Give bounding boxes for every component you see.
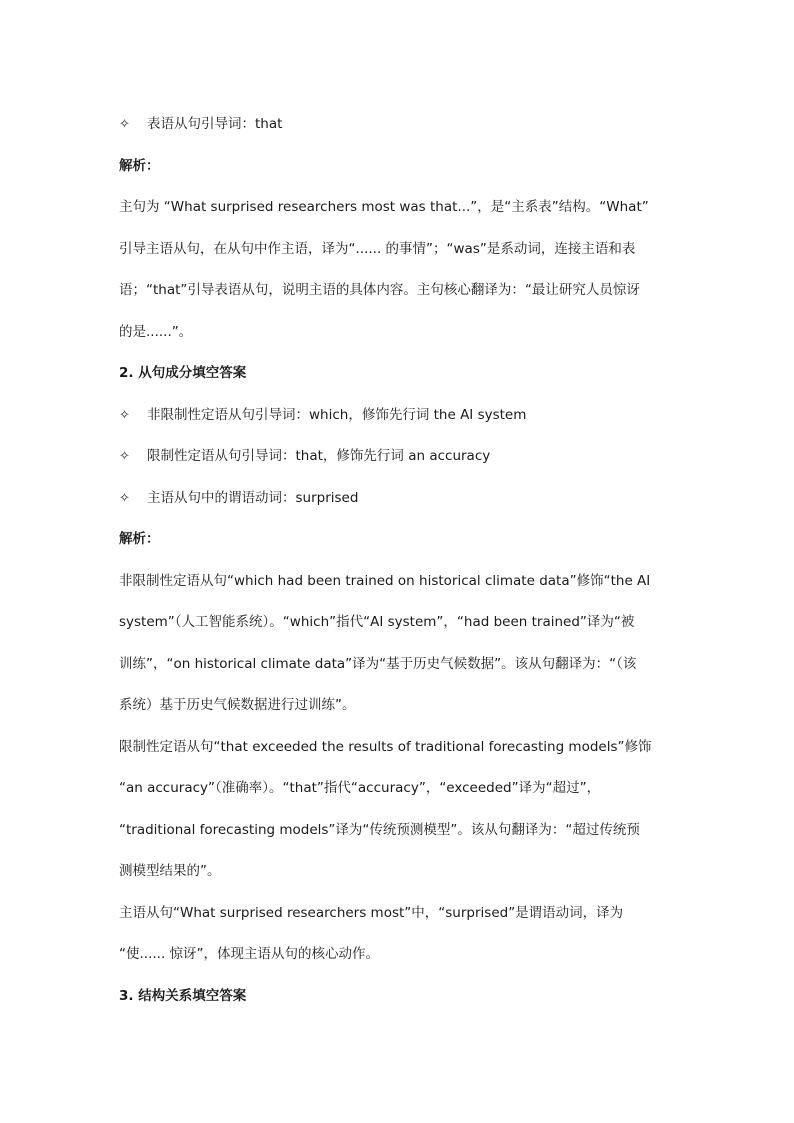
bullet-item [119,436,679,478]
bullet-text: 表语从句引导词：that [147,116,283,132]
analysis-label: 解析： [119,531,160,547]
paragraph-line: 测模型结果的”。 [119,863,221,879]
bullet-text: 非限制性定语从句引导词：which，修饰先行词 the AI system [147,406,527,423]
paragraph-line: 系统）基于历史气候数据进行过训练”。 [119,697,356,713]
document-page [119,104,679,1017]
bullet-text: 限制性定语从句引导词：that，修饰先行词 an accuracy [147,448,491,464]
paragraph-line: 主句为 “What surprised researchers most was that...”，是“主系表”结构。“What” [119,199,649,215]
paragraph-line: 的是......”。 [119,323,193,340]
diamond-bullet-icon: ✧ [119,407,130,423]
paragraph-line: 非限制性定语从句“which had been trained on historical climate data”修饰“the AI [119,572,651,589]
paragraph-line: 限制性定语从句“that exceeded the results of traditional forecasting models”修饰 [119,738,652,755]
paragraph-line: 引导主语从句，在从句中作主语，译为“...... 的事情”；“was”是系动词，连接主语和表 [119,240,636,257]
paragraph-line: system”（人工智能系统）。“which”指代“AI system”，“had been trained”译为“被 [119,614,635,630]
paragraph-line: “使...... 惊讶”，体现主语从句的核心动作。 [119,946,380,962]
bullet-item [119,478,679,520]
diamond-bullet-icon: ✧ [119,449,130,464]
paragraph-line: 训练”，“on historical climate data”译为“基于历史气候数据”。该从句翻译为：“（该 [119,655,637,672]
diamond-bullet-icon: ✧ [119,490,130,506]
bullet-item [119,104,679,146]
section-heading: 2. 从句成分填空答案 [119,365,247,381]
paragraph-line: “traditional forecasting models”译为“传统预测模型”。该从句翻译为：“超过传统预 [119,821,640,838]
diamond-bullet-icon: ✧ [119,117,130,132]
analysis-label: 解析： [119,157,160,174]
bullet-item [119,395,679,437]
paragraph-line: 主语从句“What surprised researchers most”中，“surprised”是谓语动词，译为 [119,904,624,921]
section-heading: 3. 结构关系填空答案 [119,987,247,1004]
paragraph-line: 语；“that”引导表语从句，说明主语的具体内容。主句核心翻译为：“最让研究人员惊讶 [119,282,640,298]
paragraph-line: “an accuracy”（准确率）。“that”指代“accuracy”，“exceeded”译为“超过”， [119,780,601,796]
bullet-text: 主语从句中的谓语动词：surprised [147,489,359,506]
